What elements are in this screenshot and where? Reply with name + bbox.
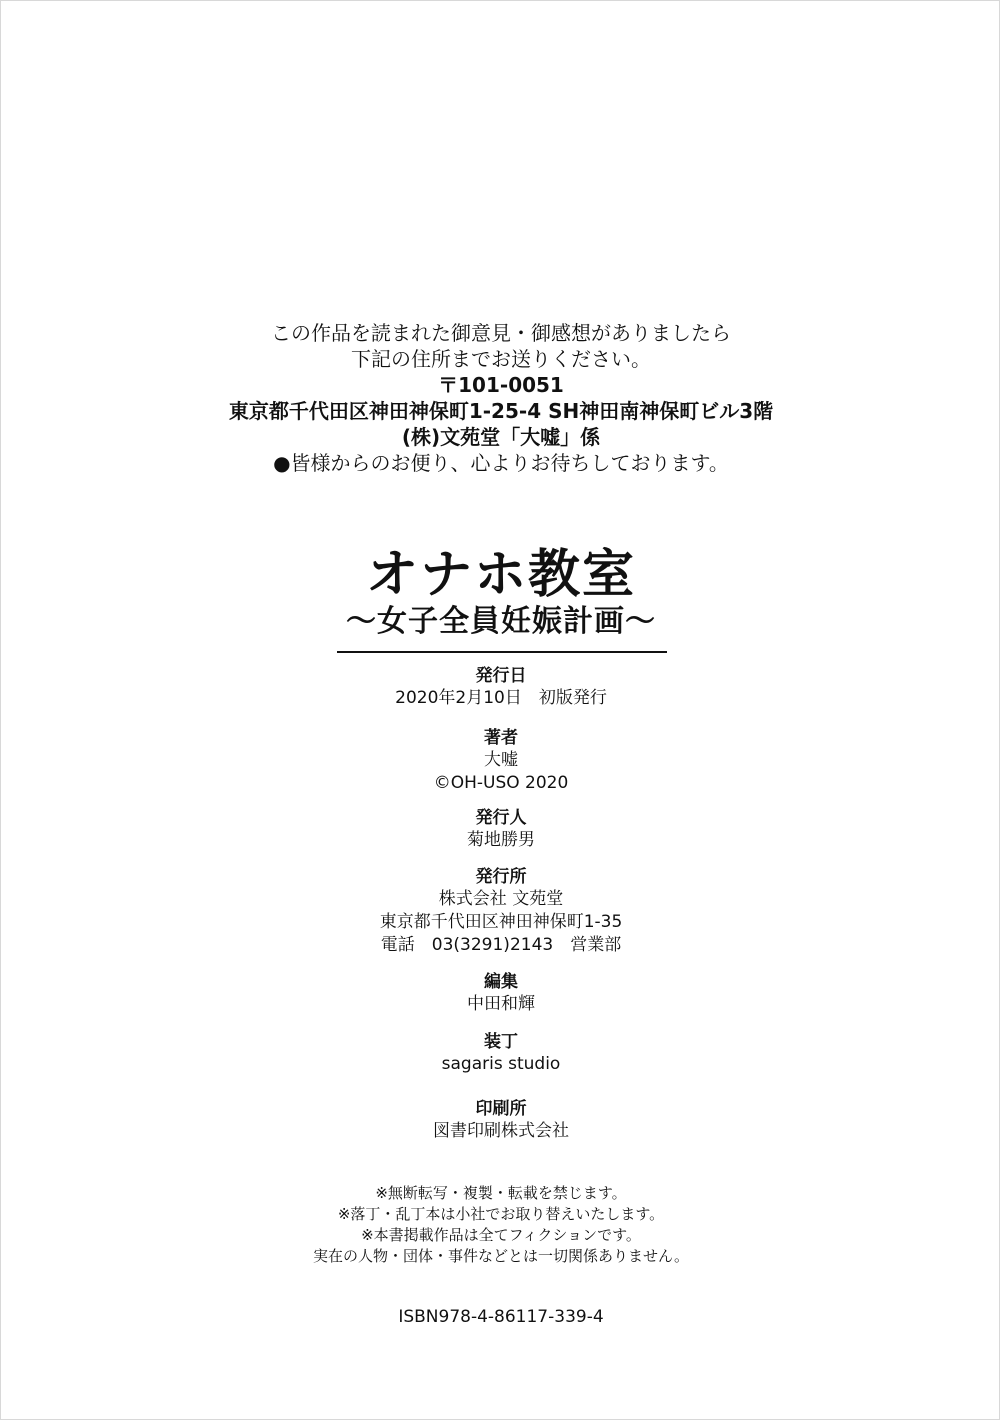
reader-letter-info	[1, 320, 1000, 476]
legal-notes	[1, 1183, 1000, 1267]
note-no-relation: 実在の人物・団体・事件などとは一切関係ありません。	[313, 1247, 689, 1265]
publisher-person-name: 菊地勝男	[467, 830, 535, 850]
publish-date-section	[1, 665, 1000, 710]
publisher-company: 株式会社 文苑堂	[438, 889, 564, 909]
design-value: sagaris studio	[441, 1054, 561, 1074]
letter-request-line: 下記の住所までお送りください。	[351, 347, 651, 371]
design-heading: 装丁	[484, 1032, 518, 1052]
publisher-person-section	[1, 807, 1000, 852]
publisher-section	[1, 866, 1000, 957]
mailing-address: 東京都千代田区神田神保町1-25-4 SH神田南神保町ビル3階	[228, 399, 774, 423]
author-name: 大嘘	[484, 750, 518, 770]
design-section	[1, 1031, 1000, 1076]
author-heading: 著者	[484, 728, 518, 748]
note-fiction: ※本書掲載作品は全てフィクションです。	[361, 1226, 641, 1244]
editor-name: 中田和輝	[467, 994, 535, 1014]
printer-name: 図書印刷株式会社	[433, 1121, 569, 1141]
printer-heading: 印刷所	[475, 1099, 527, 1119]
book-title-block	[1, 546, 1000, 640]
publisher-person-heading: 発行人	[475, 808, 527, 828]
note-misprint-exchange: ※落丁・乱丁本は小社でお取り替えいたします。	[337, 1205, 665, 1223]
publisher-phone: 電話 03(3291)2143 営業部	[380, 935, 622, 955]
letter-intro-line: この作品を読まれた御意見・御感想がありましたら	[271, 321, 731, 345]
postal-code: 〒101-0051	[438, 373, 564, 397]
publisher-heading: 発行所	[475, 867, 527, 887]
letter-recipient: (株)文苑堂「大嘘」係	[401, 425, 601, 449]
note-copy-prohibited: ※無断転写・複製・転載を禁じます。	[375, 1184, 627, 1202]
isbn-block	[1, 1306, 1000, 1328]
book-subtitle: 〜女子全員妊娠計画〜	[346, 604, 656, 639]
editor-section	[1, 971, 1000, 1016]
isbn-number: ISBN978-4-86117-339-4	[398, 1307, 604, 1327]
publish-date-heading: 発行日	[475, 666, 527, 686]
author-copyright: ©OH-USO 2020	[433, 773, 569, 793]
publisher-address: 東京都千代田区神田神保町1-35	[379, 912, 623, 932]
printer-section	[1, 1098, 1000, 1143]
title-underline	[337, 651, 667, 653]
book-title: オナホ教室	[365, 544, 636, 605]
publish-date-value: 2020年2月10日 初版発行	[395, 688, 607, 708]
editor-heading: 編集	[484, 972, 518, 992]
author-section	[1, 727, 1000, 795]
letter-closing: ●皆様からのお便り、心よりお待ちしております。	[273, 451, 729, 475]
